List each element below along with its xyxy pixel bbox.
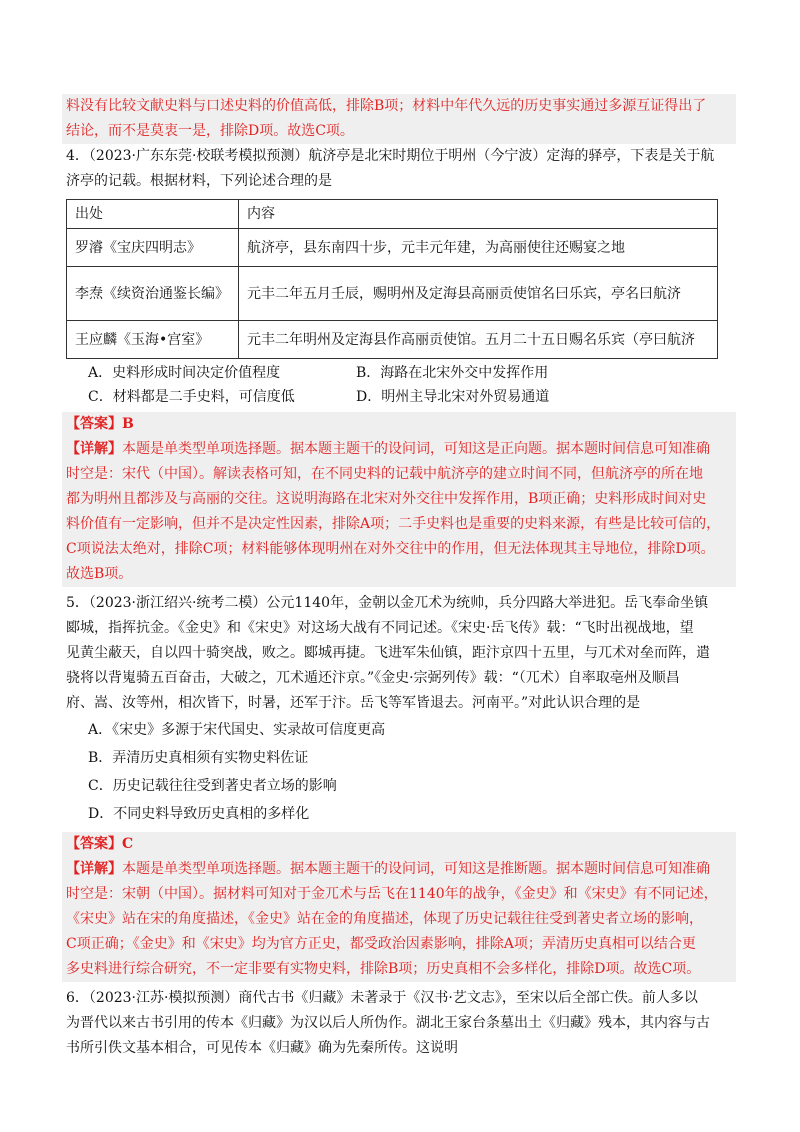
question-5 — [66, 591, 736, 982]
question-stem-line: 5．（2023·浙江绍兴·统考二模）公元1140年，金朝以金兀术为统帅，兵分四路大举进犯。岳飞奉命坐镇 — [66, 595, 709, 611]
detail-line: C项说法太绝对，排除C项；材料能够体现明州在对外交往中的作用，但无法体现其主导地位，排除D项。 — [66, 541, 715, 557]
detail-label: 【详解】 — [66, 441, 122, 457]
question-stem-line: 郾城，指挥抗金。《金史》和《宋史》对这场大战有不同记述。《宋史·岳飞传》载：“飞时出视战地，望 — [66, 620, 694, 636]
question-stem-line: 为晋代以来古书引用的传本《归藏》为汉以后人所伪作。湖北王家台条墓出土《归藏》残本，其内容与古 — [66, 1015, 710, 1031]
question-stem-line: 府、嵩、汝等州，相次皆下，时暑，还军于汴。岳飞等军皆退去。河南平。”对此认识合理的是 — [66, 695, 641, 711]
answer-block — [62, 412, 736, 587]
options-row — [66, 361, 736, 385]
detail-line: 本题是单类型单项选择题。据本题主题干的设问词，可知这是正向题。据本题时间信息可知准确 — [122, 441, 710, 457]
detail-line: 故选B项。 — [66, 566, 133, 582]
detail-line: 时空是：宋朝（中国）。据材料可知对于金兀术与岳飞在1140年的战争，《金史》和《宋史》有不同记述， — [66, 886, 718, 902]
answer-value: B — [122, 416, 134, 432]
question-4 — [66, 144, 736, 587]
answer-label: 【答案】 — [66, 836, 122, 852]
table-row — [67, 229, 718, 267]
question-stem-line: 书所引佚文基本相合，可见传本《归藏》确为先秦所传。这说明 — [66, 1040, 458, 1056]
document-page — [66, 94, 736, 1061]
detail-line: 《宋史》站在宋的角度描述，《金史》站在金的角度描述，体现了历史记载往往受到著史者立场的影响， — [66, 911, 703, 927]
option-d[interactable]: D．不同史料导致历史真相的多样化 — [88, 806, 310, 822]
option-c[interactable]: C．材料都是二手史料，可信度低 — [88, 389, 295, 405]
detail-line: C项正确；《金史》和《宋史》均为官方正史，都受政治因素影响，排除A项；弄清历史真相可以结合更 — [66, 936, 696, 952]
question-stem-line: 济亭的记载。根据材料，下列论述合理的是 — [66, 173, 332, 189]
question-stem-line: 6．（2023·江苏·模拟预测）商代古书《归藏》未著录于《汉书·艺文志》，至宋以后全部亡佚。前人多以 — [66, 990, 698, 1006]
table-cell-source: 王应麟《玉海•宫室》 — [67, 321, 239, 359]
question-stem-line: 4．（2023·广东东莞·校联考模拟预测）航济亭是北宋时期位于明州（今宁波）定海的驿亭，下表是关于航 — [66, 148, 715, 164]
options-row — [66, 385, 736, 409]
detail-line: 多史料进行综合研究，不一定非要有实物史料，排除B项；历史真相不会多样化，排除D项。故选C项。 — [66, 961, 701, 977]
table-header-row — [67, 200, 718, 229]
answer-value: C — [122, 836, 134, 852]
answer-block — [62, 832, 736, 982]
table-cell-content: 航济亭，县东南四十步，元丰元年建，为高丽使往还赐宴之地 — [239, 229, 718, 267]
detail-line: 都为明州且都涉及与高丽的交往。这说明海路在北宋对外交往中发挥作用，B项正确；史料形成时间对史 — [66, 491, 707, 507]
option-b[interactable]: B．海路在北宋外交中发挥作用 — [356, 365, 549, 381]
table-cell-source: 李焘《续资治通鉴长编》 — [67, 267, 239, 321]
table-header-cell: 内容 — [239, 200, 718, 229]
table-cell-source: 罗濬《宝庆四明志》 — [67, 229, 239, 267]
explanation-line: 结论，而不是莫衷一是，排除D项。故选C项。 — [66, 123, 354, 139]
question-6 — [66, 986, 736, 1061]
detail-line: 时空是：宋代（中国）。解读表格可知，在不同史料的记载中航济亭的建立时间不同，但航济亭的所在地 — [66, 466, 703, 482]
question-stem-line: 见黄尘蔽天，自以四十骑突战，败之。郾城再捷。飞进军朱仙镇，距汴京四十五里，与兀术对垒而阵，遣 — [66, 645, 710, 661]
table-cell-content: 元丰二年五月壬辰，赐明州及定海县高丽贡使馆名曰乐宾，亭名曰航济 — [239, 267, 718, 321]
table-row — [67, 267, 718, 321]
detail-line: 本题是单类型单项选择题。据本题主题干的设问词，可知这是推断题。据本题时间信息可知准确 — [122, 861, 710, 877]
detail-label: 【详解】 — [66, 861, 122, 877]
answer-label: 【答案】 — [66, 416, 122, 432]
source-table — [66, 199, 718, 359]
table-cell-content: 元丰二年明州及定海县作高丽贡使馆。五月二十五日赐名乐宾（亭曰航济 — [239, 321, 718, 359]
table-row — [67, 321, 718, 359]
option-d[interactable]: D．明州主导北宋对外贸易通道 — [356, 389, 550, 405]
option-c[interactable]: C．历史记载往往受到著史者立场的影响 — [88, 778, 337, 794]
option-a[interactable]: A．《宋史》多源于宋代国史、实录故可信度更高 — [88, 722, 386, 738]
top-explanation-block — [62, 94, 736, 144]
table-header-cell: 出处 — [67, 200, 239, 229]
question-stem-line: 骁将以背嵬骑五百奋击，大破之，兀术遁还汴京。”《金史·宗弼列传》载：“（兀术）自率取亳州及顺昌 — [66, 670, 680, 686]
option-a[interactable]: A．史料形成时间决定价值程度 — [88, 365, 281, 381]
detail-line: 料价值有一定影响，但并不是决定性因素，排除A项；二手史料也是重要的史料来源，有些是比较可信的， — [66, 516, 721, 532]
explanation-line: 料没有比较文献史料与口述史料的价值高低，排除B项；材料中年代久远的历史事实通过多源互证得出了 — [66, 98, 707, 114]
option-b[interactable]: B．弄清历史真相须有实物史料佐证 — [88, 750, 309, 766]
